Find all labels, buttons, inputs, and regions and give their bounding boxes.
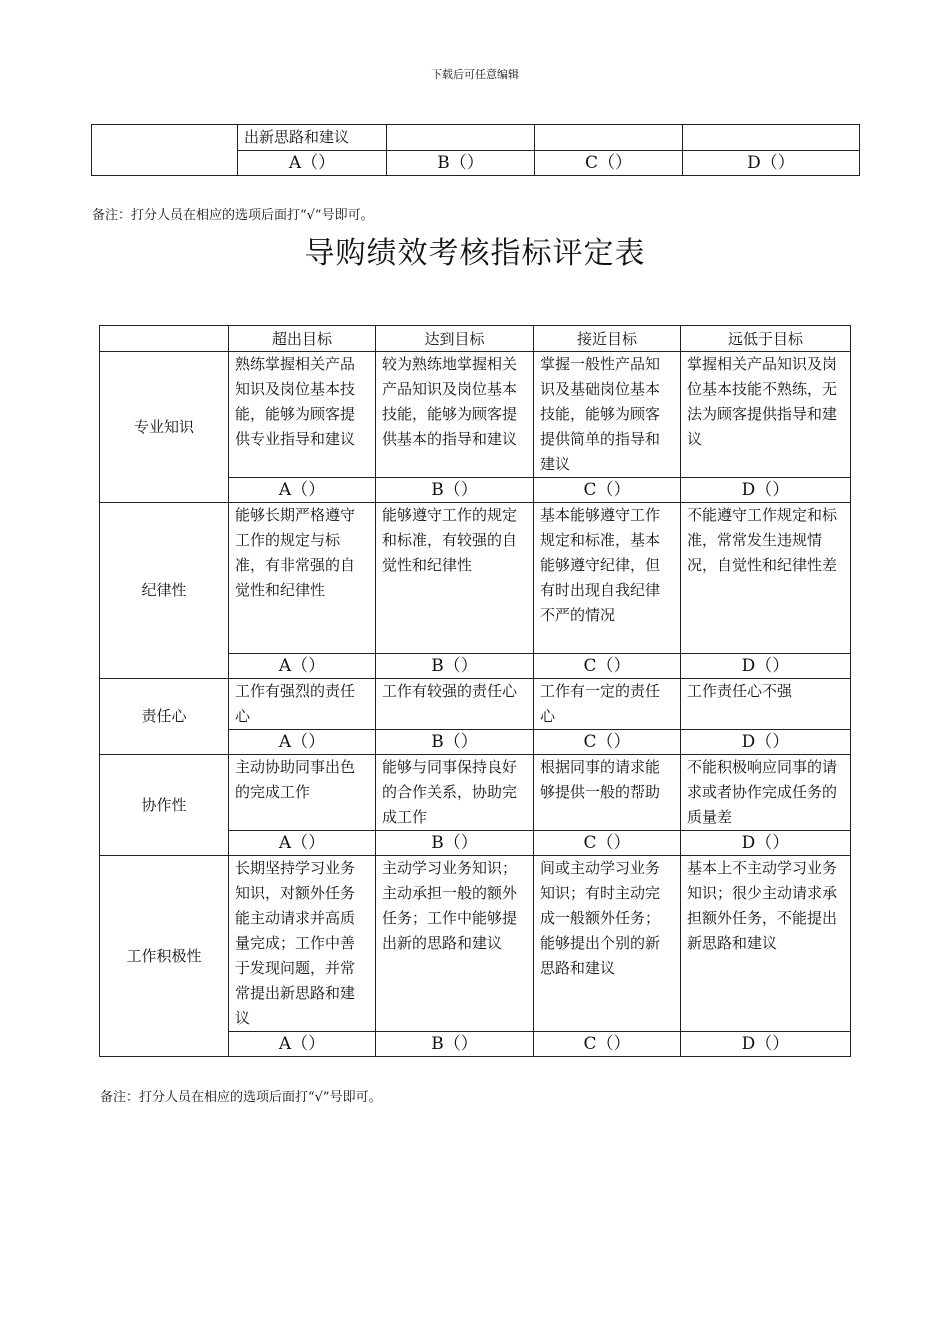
option-c[interactable]: C（） xyxy=(534,478,681,503)
option-d[interactable]: D（） xyxy=(681,478,851,503)
criterion-desc: 熟练掌握相关产品知识及岗位基本技能，能够为顾客提供专业指导和建议 xyxy=(229,352,376,478)
fragment-text: 出新思路和建议 xyxy=(238,125,387,151)
header-row xyxy=(100,326,851,352)
criterion-name: 工作积极性 xyxy=(100,856,229,1057)
criterion-name: 责任心 xyxy=(100,679,229,755)
criterion-desc: 掌握一般性产品知识及基础岗位基本技能，能够为顾客提供简单的指导和建议 xyxy=(534,352,681,478)
option-a[interactable]: A（） xyxy=(229,730,376,755)
remark-note: 备注：打分人员在相应的选项后面打“√”号即可。 xyxy=(100,1090,382,1105)
option-a[interactable]: A（） xyxy=(229,1032,376,1057)
criterion-desc: 掌握相关产品知识及岗位基本技能不熟练，无法为顾客提供指导和建议 xyxy=(681,352,851,478)
criterion-desc: 不能遵守工作规定和标准，常常发生违规情况，自觉性和纪律性差 xyxy=(681,503,851,654)
option-d[interactable]: D（） xyxy=(681,654,851,679)
remark-note: 备注：打分人员在相应的选项后面打“√”号即可。 xyxy=(92,208,374,223)
option-a[interactable]: A（） xyxy=(229,478,376,503)
column-header: 远低于目标 xyxy=(681,326,851,352)
column-header: 超出目标 xyxy=(229,326,376,352)
option-c[interactable]: C（） xyxy=(534,654,681,679)
criterion-row xyxy=(100,352,851,478)
option-d[interactable]: D（） xyxy=(681,730,851,755)
empty-category-cell xyxy=(92,125,238,176)
column-header: 达到目标 xyxy=(376,326,534,352)
criterion-desc: 间或主动学习业务知识；有时主动完成一般额外任务；能够提出个别的新思路和建议 xyxy=(534,856,681,1032)
criterion-desc: 工作有较强的责任心 xyxy=(376,679,534,730)
option-b[interactable]: B（） xyxy=(376,831,534,856)
criterion-desc: 基本上不主动学习业务知识；很少主动请求承担额外任务，不能提出新思路和建议 xyxy=(681,856,851,1032)
criterion-desc: 工作责任心不强 xyxy=(681,679,851,730)
criterion-desc: 能够长期严格遵守工作的规定与标准，有非常强的自觉性和纪律性 xyxy=(229,503,376,654)
criterion-row xyxy=(100,679,851,730)
criterion-desc: 主动学习业务知识；主动承担一般的额外任务；工作中能够提出新的思路和建议 xyxy=(376,856,534,1032)
criterion-row xyxy=(100,503,851,654)
header-note: 下载后可任意编辑 xyxy=(431,68,519,81)
option-a[interactable]: A（） xyxy=(238,151,387,176)
criterion-desc: 能够遵守工作的规定和标准，有较强的自觉性和纪律性 xyxy=(376,503,534,654)
criterion-desc: 工作有强烈的责任心 xyxy=(229,679,376,730)
criterion-row xyxy=(100,856,851,1032)
option-c[interactable]: C（） xyxy=(534,730,681,755)
criterion-desc: 能够与同事保持良好的合作关系，协助完成工作 xyxy=(376,755,534,831)
option-d[interactable]: D（） xyxy=(683,151,860,176)
option-b[interactable]: B（） xyxy=(387,151,535,176)
option-b[interactable]: B（） xyxy=(376,654,534,679)
option-a[interactable]: A（） xyxy=(229,654,376,679)
criterion-desc: 基本能够遵守工作规定和标准，基本能够遵守纪律，但有时出现自我纪律不严的情况 xyxy=(534,503,681,654)
option-d[interactable]: D（） xyxy=(681,1032,851,1057)
criterion-desc: 工作有一定的责任心 xyxy=(534,679,681,730)
criterion-desc: 长期坚持学习业务知识，对额外任务能主动请求并高质量完成；工作中善于发现问题，并常常提出新思路和建议 xyxy=(229,856,376,1032)
criterion-name: 纪律性 xyxy=(100,503,229,679)
option-b[interactable]: B（） xyxy=(376,730,534,755)
evaluation-table xyxy=(99,325,851,1057)
previous-page-table-fragment xyxy=(91,124,860,176)
criterion-desc: 不能积极响应同事的请求或者协作完成任务的质量差 xyxy=(681,755,851,831)
option-a[interactable]: A（） xyxy=(229,831,376,856)
option-c[interactable]: C（） xyxy=(534,1032,681,1057)
criterion-desc: 根据同事的请求能够提供一般的帮助 xyxy=(534,755,681,831)
criterion-desc: 较为熟练地掌握相关产品知识及岗位基本技能，能够为顾客提供基本的指导和建议 xyxy=(376,352,534,478)
page-title: 导购绩效考核指标评定表 xyxy=(304,236,646,271)
option-c[interactable]: C（） xyxy=(535,151,683,176)
criterion-desc: 主动协助同事出色的完成工作 xyxy=(229,755,376,831)
criterion-name: 专业知识 xyxy=(100,352,229,503)
option-c[interactable]: C（） xyxy=(534,831,681,856)
option-b[interactable]: B（） xyxy=(376,478,534,503)
criterion-row xyxy=(100,755,851,831)
option-b[interactable]: B（） xyxy=(376,1032,534,1057)
criterion-name: 协作性 xyxy=(100,755,229,856)
column-header: 接近目标 xyxy=(534,326,681,352)
option-d[interactable]: D（） xyxy=(681,831,851,856)
